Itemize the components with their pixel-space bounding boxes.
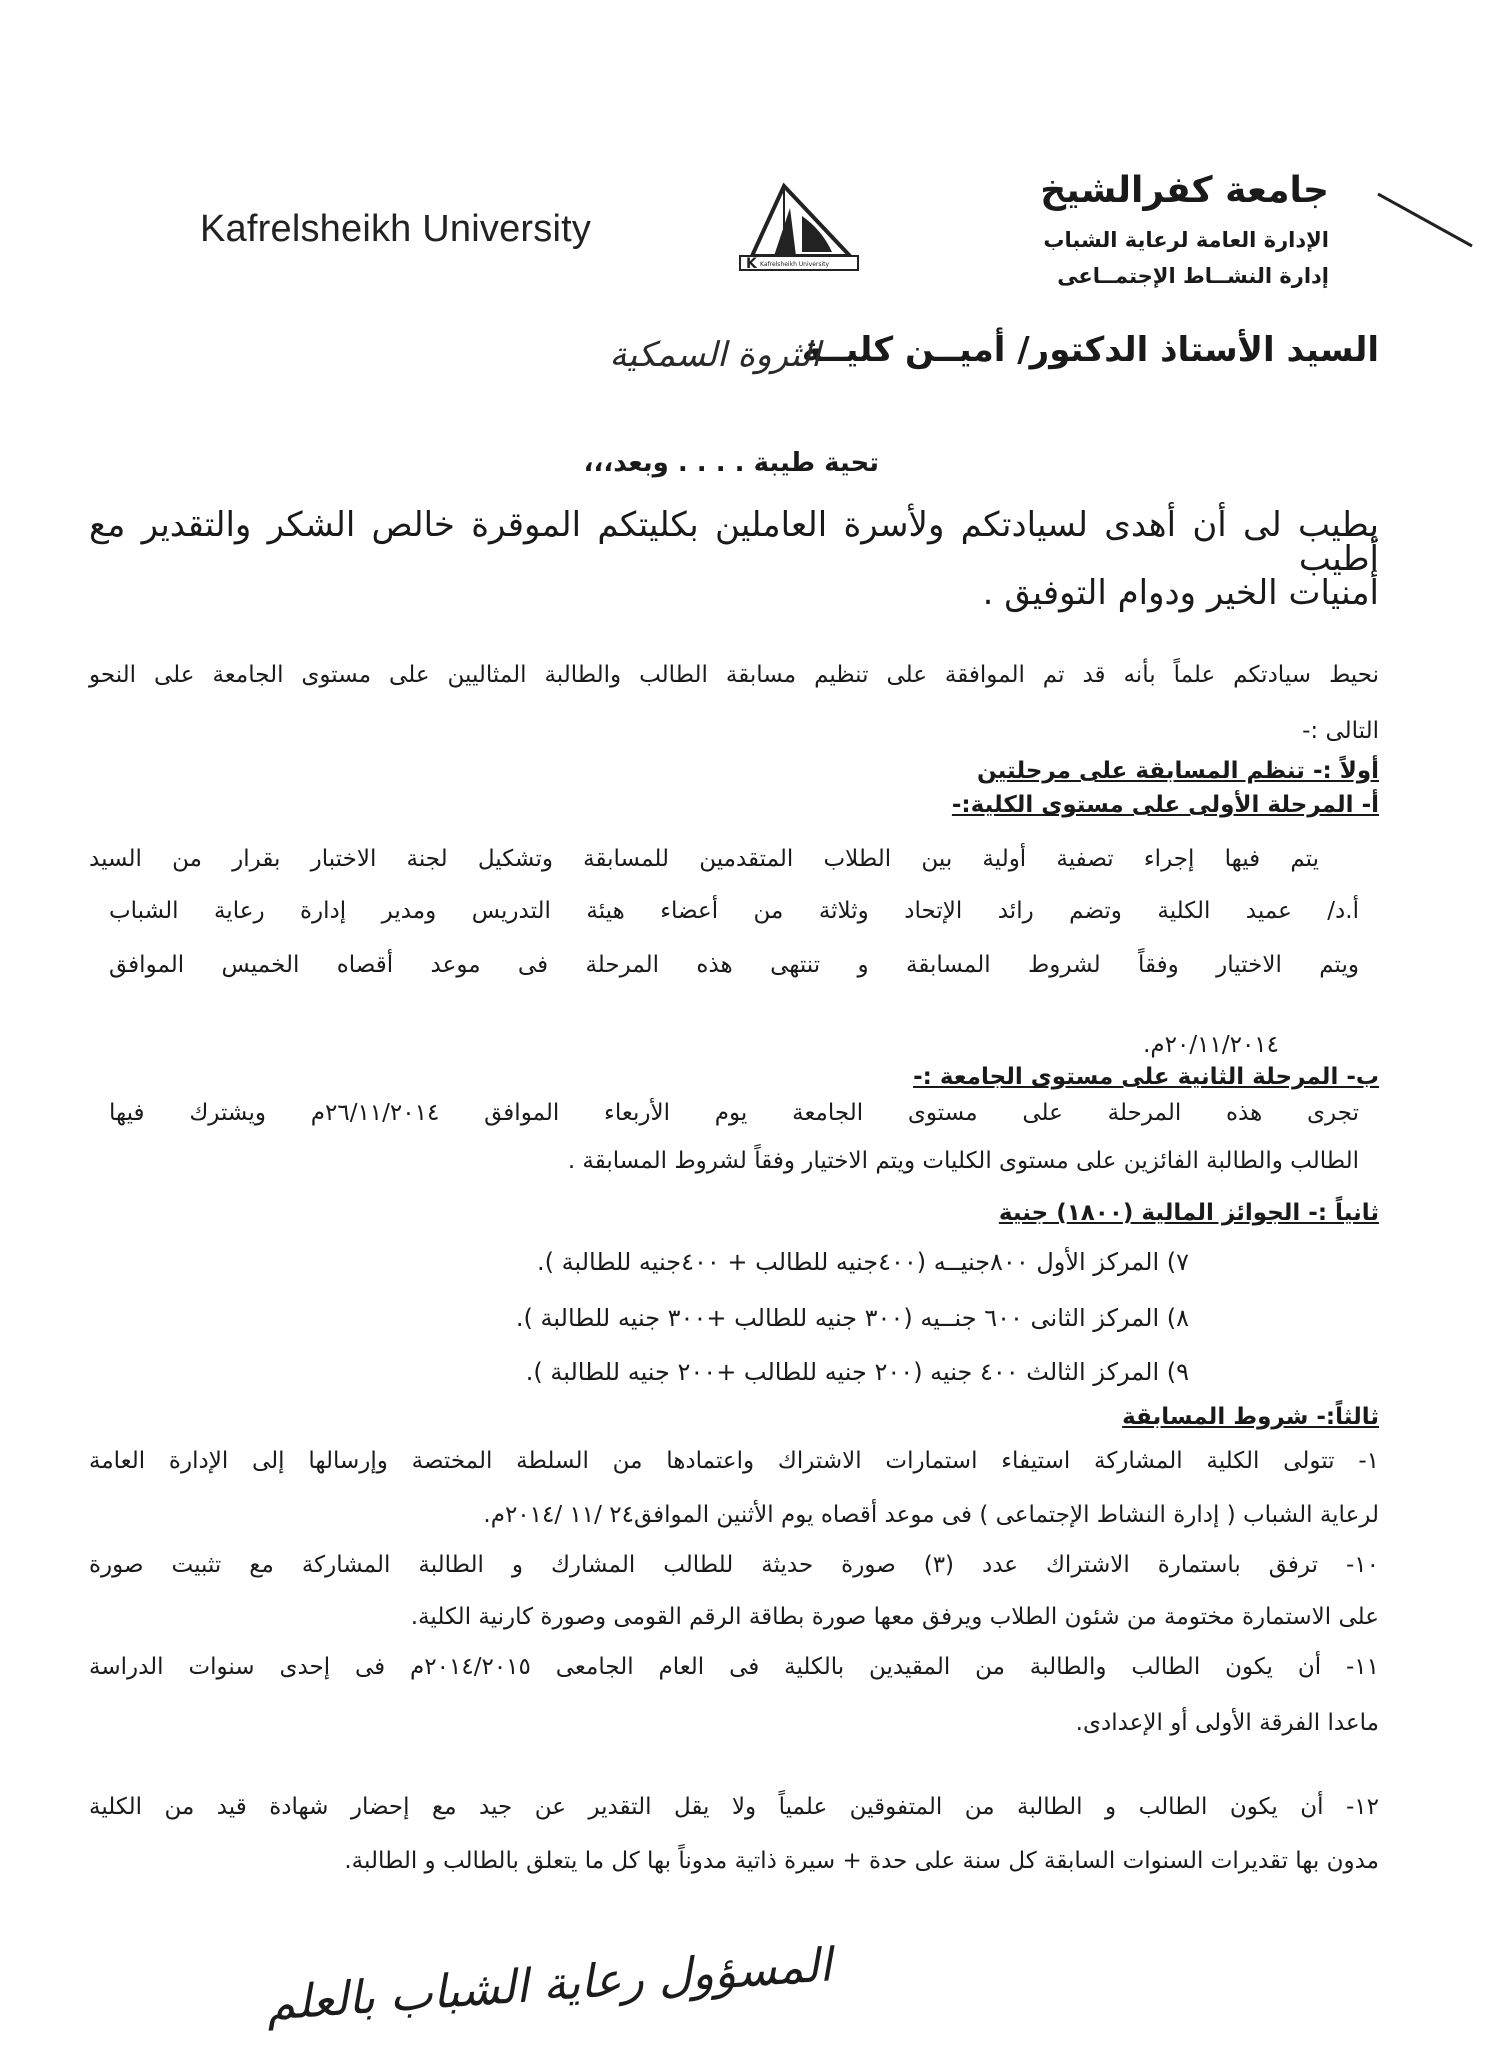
condition-2-line: على الاستمارة مختومة من شئون الطلاب ويرفق معها صورة بطاقة الرقم القومى وصورة كارنية الكلية. [410,1604,1379,1630]
intro-line-1: يطيب لى أن أهدى لسيادتكم ولأسرة العاملين بكليتكم الموقرة خالص الشكر والتقدير مع أطيب [89,505,1379,579]
stage-b-line: الطالب والطالبة الفائزين على مستوى الكليات ويتم الاختيار وفقاً لشروط المسابقة . [567,1148,1359,1174]
stage-a-line: يتم فيها إجراء تصفية أولية بين الطلاب المتقدمين للمسابقة وتشكيل لجنة الاختبار بقرار من السيد [89,846,1319,872]
stage-a-line: ويتم الاختيار وفقاً لشروط المسابقة و تنتهى هذه المرحلة فى موعد أقصاه الخميس الموافق [109,952,1359,978]
condition-2-line: ١٠- ترفق باستمارة الاشتراك عدد (٣) صورة حديثة للطالب المشارك و الطالبة المشاركة مع تثبيت صورة [89,1552,1379,1578]
pen-mark [1376,190,1476,250]
svg-text:المسؤول رعاية الشباب بالعلم: المسؤول رعاية الشباب بالعلم [264,1937,834,2031]
condition-1-line: ١- تتولى الكلية المشاركة استيفاء استمارات الاشتراك واعتمادها من السلطة المختصة وإرسالها إلى الإدارة العامة [89,1448,1379,1474]
svg-text:K: K [746,256,757,272]
stage-a-line: ٢٠/١١/٢٠١٤م. [1143,1032,1279,1058]
department-line-1: الإدارة العامة لرعاية الشباب [1043,228,1329,252]
notice-line-1: نحيط سيادتكم علماً بأنه قد تم الموافقة على تنظيم مسابقة الطالب والطالبة المثاليين على مستوى الجامعة على النحو [89,662,1379,688]
condition-4-line: مدون بها تقديرات السنوات السابقة كل سنة على حدة + سيرة ذاتية مدوناً بها كل ما يتعلق بالطالب و الطالبة. [344,1848,1379,1874]
intro-line-2: أمنيات الخير ودوام التوفيق . [982,573,1379,613]
prize-item: ٨) المركز الثانى ٦٠٠ جنــيه (٣٠٠ جنيه للطالب +٣٠٠ جنيه للطالبة ). [515,1304,1189,1332]
university-name-ar: جامعة كفرالشيخ [1040,170,1329,211]
section-3-heading: ثالثاً:- شروط المسابقة [1122,1404,1379,1430]
logo-caption: Kafrelsheikh University [760,261,830,268]
greeting: تحية طيبة . . . . وبعد،،، [583,448,879,478]
stage-b-line: تجرى هذه المرحلة على مستوى الجامعة يوم الأربعاء الموافق ٢٦/١١/٢٠١٤م ويشترك فيها [109,1100,1359,1126]
condition-1-line: لرعاية الشباب ( إدارة النشاط الإجتماعى ) فى موعد أقصاه يوم الأثنين الموافق٢٤ /١١ /٢٠١٤م. [483,1502,1379,1528]
stage-a-line: أ.د/ عميد الكلية وتضم رائد الإتحاد وثلاثة من أعضاء هيئة التدريس ومدير إدارة رعاية الشباب [109,898,1359,924]
condition-4-line: ١٢- أن يكون الطالب و الطالبة من المتفوقين علمياً ولا يقل التقدير عن جيد مع إحضار شهادة قيد من الكلية [89,1794,1379,1820]
department-line-2: إدارة النشــاط الإجتمــاعى [1057,264,1329,288]
section-1-heading: أولاً :- تنظم المسابقة على مرحلتين [976,758,1379,784]
stage-a-heading: أ- المرحلة الأولى على مستوى الكلية:- [951,792,1379,818]
condition-3-line: ١١- أن يكون الطالب والطالبة من المقيدين بالكلية فى العام الجامعى ٢٠١٤/٢٠١٥م فى إحدى سنوات الدراسة [89,1654,1380,1680]
handwritten-signature [190,1930,910,2048]
prize-item: ٩) المركز الثالث ٤٠٠ جنيه (٢٠٠ جنيه للطالب +٢٠٠ جنيه للطالبة ). [525,1358,1189,1386]
svg-text:الثروة السمكية: الثروة السمكية [609,335,821,375]
prize-item: ٧) المركز الأول ٨٠٠جنيــه (٤٠٠جنيه للطالب + ٤٠٠جنيه للطالبة ). [536,1248,1189,1276]
university-logo [722,178,872,278]
stage-b-heading: ب- المرحلة الثانية على مستوى الجامعة :- [913,1064,1379,1090]
handwritten-faculty-name [530,318,900,388]
addressee: السيد الأستاذ الدكتور/ أميــن كليــة [801,330,1379,370]
section-2-heading: ثانياً :- الجوائز المالية (١٨٠٠) جنية [998,1200,1379,1226]
university-name-en: Kafrelsheikh University [200,208,592,250]
condition-3-line: ماعدا الفرقة الأولى أو الإعدادى. [1075,1710,1379,1736]
notice-line-2: التالى :- [1302,718,1379,744]
